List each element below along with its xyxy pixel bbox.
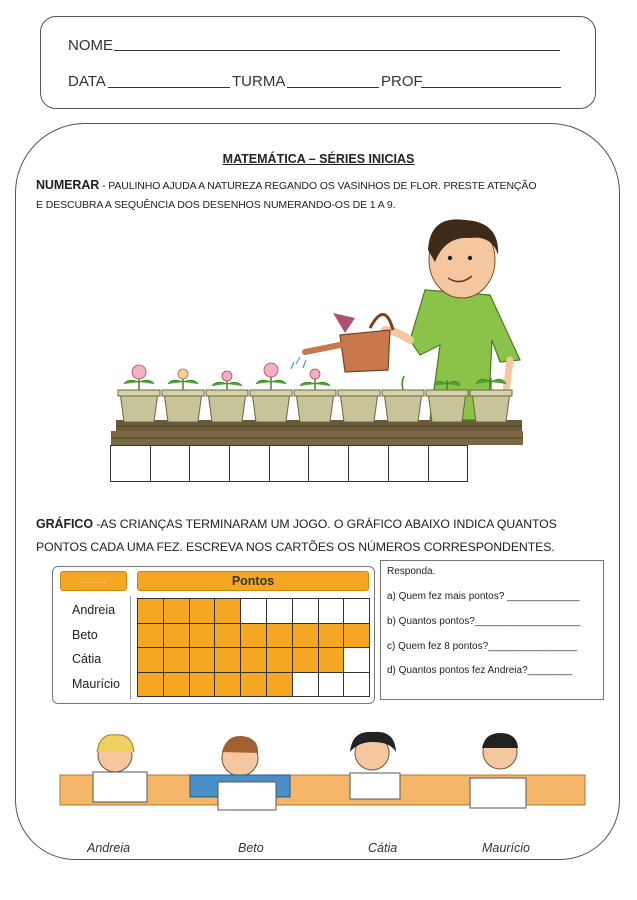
- nome-field[interactable]: [114, 50, 560, 51]
- grafico-line2: PONTOS CADA UMA FEZ. ESCREVA NOS CARTÕES OS NÚMEROS CORRESPONDENTES.: [36, 540, 555, 554]
- chart-cell-cátia-7: [292, 647, 319, 673]
- chart-cell-cátia-6: [266, 647, 293, 673]
- chart-names: [60, 598, 132, 696]
- grafico-line1: [36, 517, 557, 531]
- chart-cell-beto-8: [318, 623, 345, 649]
- chart-cell-maurício-5: [240, 672, 267, 698]
- chart-cell-andreia-9: [343, 598, 370, 624]
- number-box-3[interactable]: [189, 445, 230, 482]
- number-box-9[interactable]: [428, 445, 469, 482]
- number-box-5[interactable]: [269, 445, 310, 482]
- worksheet-title: MATEMÁTICA – SÉRIES INICIAS: [222, 152, 415, 166]
- chart-cell-maurício-9: [343, 672, 370, 698]
- kid-name-beto: Beto: [238, 841, 264, 855]
- grafico-label: GRÁFICO: [36, 517, 93, 531]
- chart-cell-maurício-7: [292, 672, 319, 698]
- chart-cell-maurício-1: [137, 672, 164, 698]
- responda-box: [380, 560, 604, 700]
- turma-field[interactable]: [287, 87, 379, 88]
- numerar-line1: [36, 178, 536, 192]
- chart-cell-maurício-4: [214, 672, 241, 698]
- worksheet-frame: [15, 123, 620, 860]
- chart-header-pontos: Pontos: [137, 571, 369, 591]
- chart-cell-cátia-8: [318, 647, 345, 673]
- chart-cell-beto-3: [189, 623, 216, 649]
- chart-header-names: ........: [60, 571, 127, 591]
- chart-cell-maurício-2: [163, 672, 190, 698]
- chart-cell-andreia-2: [163, 598, 190, 624]
- question-c[interactable]: c) Quem fez 8 pontos?________________: [387, 641, 578, 652]
- number-box-6[interactable]: [308, 445, 349, 482]
- chart-cell-beto-1: [137, 623, 164, 649]
- chart-cell-beto-9: [343, 623, 370, 649]
- chart-cell-beto-7: [292, 623, 319, 649]
- chart-cell-cátia-5: [240, 647, 267, 673]
- chart-cell-andreia-8: [318, 598, 345, 624]
- chart-cell-andreia-1: [137, 598, 164, 624]
- chart-cell-andreia-7: [292, 598, 319, 624]
- chart-cell-cátia-3: [189, 647, 216, 673]
- chart-name-catia: Cátia: [72, 652, 102, 666]
- grafico-text1: -AS CRIANÇAS TERMINARAM UM JOGO. O GRÁFICO ABAIXO INDICA QUANTOS: [92, 517, 557, 531]
- data-field[interactable]: [108, 87, 230, 88]
- chart-cell-beto-2: [163, 623, 190, 649]
- chart-name-mauricio: Maurício: [72, 676, 120, 691]
- chart-cell-cátia-2: [163, 647, 190, 673]
- number-box-7[interactable]: [348, 445, 389, 482]
- question-d[interactable]: d) Quantos pontos fez Andreia?________: [387, 665, 573, 676]
- chart-cell-andreia-5: [240, 598, 267, 624]
- turma-label: TURMA: [232, 73, 286, 90]
- chart-name-andreia: Andreia: [72, 603, 116, 617]
- numerar-line2: E DESCUBRA A SEQUÊNCIA DOS DESENHOS NUMERANDO-OS DE 1 A 9.: [36, 199, 396, 211]
- chart-cell-andreia-3: [189, 598, 216, 624]
- number-box-1[interactable]: [110, 445, 151, 482]
- question-a[interactable]: a) Quem fez mais pontos? _____________: [387, 591, 580, 602]
- chart-name-beto: Beto: [72, 627, 98, 642]
- chart-cell-cátia-1: [137, 647, 164, 673]
- question-b[interactable]: b) Quantos pontos?___________________: [387, 616, 581, 627]
- responda-title: Responda.: [387, 566, 436, 577]
- chart-cell-maurício-6: [266, 672, 293, 698]
- kid-name-catia: Cátia: [368, 841, 398, 855]
- chart-cell-andreia-6: [266, 598, 293, 624]
- chart-cell-beto-5: [240, 623, 267, 649]
- chart-cell-beto-6: [266, 623, 293, 649]
- chart-grid: [137, 598, 369, 696]
- prof-field[interactable]: [421, 87, 561, 88]
- number-box-4[interactable]: [229, 445, 270, 482]
- chart-cell-cátia-9: [343, 647, 370, 673]
- chart-cell-beto-4: [214, 623, 241, 649]
- numerar-label: NUMERAR: [36, 178, 100, 192]
- kid-name-mauricio: Maurício: [482, 841, 530, 855]
- header-box: [40, 16, 596, 109]
- chart-cell-maurício-8: [318, 672, 345, 698]
- numbering-boxes: [111, 445, 468, 482]
- chart-cell-maurício-3: [189, 672, 216, 698]
- number-box-2[interactable]: [150, 445, 191, 482]
- chart-cell-cátia-4: [214, 647, 241, 673]
- kid-name-andreia: Andreia: [87, 841, 131, 855]
- number-box-8[interactable]: [388, 445, 429, 482]
- numerar-text1: - PAULINHO AJUDA A NATUREZA REGANDO OS VASINHOS DE FLOR. PRESTE ATENÇÃO: [99, 180, 537, 192]
- data-label: DATA: [68, 73, 106, 90]
- nome-label: NOME: [68, 37, 113, 54]
- chart-cell-andreia-4: [214, 598, 241, 624]
- prof-label: PROF: [381, 73, 423, 90]
